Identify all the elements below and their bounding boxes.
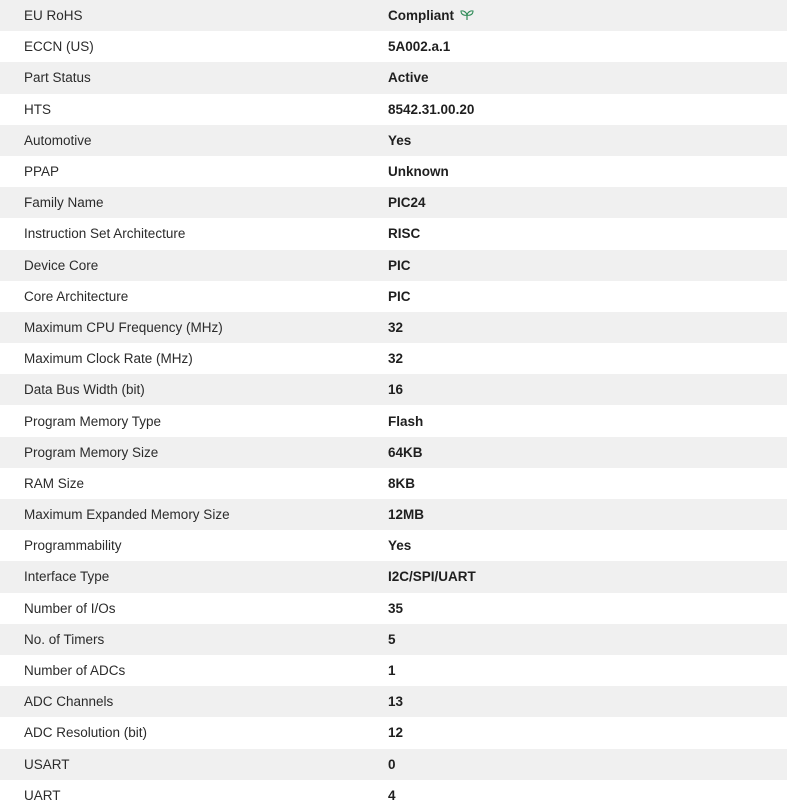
spec-row-adc-resolution xyxy=(0,717,787,748)
spec-row-programmability xyxy=(0,530,787,561)
spec-row-no-of-timers xyxy=(0,624,787,655)
spec-label: USART xyxy=(24,756,70,772)
spec-value: RISC xyxy=(388,226,421,242)
spec-value: PIC xyxy=(388,288,411,304)
spec-label: Programmability xyxy=(24,538,122,554)
spec-row-data-bus-width xyxy=(0,374,787,405)
spec-label: Device Core xyxy=(24,257,99,273)
spec-value-cell xyxy=(388,0,787,31)
spec-label: Instruction Set Architecture xyxy=(24,226,186,242)
spec-value: 64KB xyxy=(388,444,423,460)
spec-row-instruction-set-architecture xyxy=(0,218,787,249)
spec-value: 35 xyxy=(388,600,404,616)
spec-row-automotive xyxy=(0,125,787,156)
spec-row-usart xyxy=(0,749,787,780)
spec-row-core-architecture xyxy=(0,281,787,312)
spec-value: 12 xyxy=(388,725,404,741)
spec-value: Flash xyxy=(388,413,424,429)
spec-row-maximum-clock-rate xyxy=(0,343,787,374)
spec-value: 5A002.a.1 xyxy=(388,39,451,55)
spec-row-part-status xyxy=(0,62,787,93)
spec-value: 8542.31.00.20 xyxy=(388,101,475,117)
spec-label: PPAP xyxy=(24,164,60,180)
spec-row-number-of-ios xyxy=(0,593,787,624)
spec-value: 4 xyxy=(388,787,396,803)
spec-label: Maximum CPU Frequency (MHz) xyxy=(24,319,223,335)
spec-label: Interface Type xyxy=(24,569,110,585)
spec-label: Data Bus Width (bit) xyxy=(24,382,145,398)
spec-row-maximum-cpu-frequency xyxy=(0,312,787,343)
spec-value: Active xyxy=(388,70,429,86)
spec-value: Yes xyxy=(388,538,412,554)
spec-label: Program Memory Type xyxy=(24,413,162,429)
spec-row-ram-size xyxy=(0,468,787,499)
spec-label: ADC Resolution (bit) xyxy=(24,725,148,741)
spec-value: 16 xyxy=(388,382,404,398)
spec-row-hts xyxy=(0,94,787,125)
spec-label: RAM Size xyxy=(24,475,85,491)
spec-value: 0 xyxy=(388,756,396,772)
spec-label: Number of ADCs xyxy=(24,663,126,679)
spec-value: PIC24 xyxy=(388,195,426,211)
spec-value: 13 xyxy=(388,694,404,710)
spec-row-program-memory-type xyxy=(0,405,787,436)
spec-row-family-name xyxy=(0,187,787,218)
spec-value: 12MB xyxy=(388,507,425,523)
spec-label: UART xyxy=(24,787,61,803)
spec-value: Yes xyxy=(388,132,412,148)
spec-value: 32 xyxy=(388,319,404,335)
spec-label: HTS xyxy=(24,101,51,117)
spec-row-uart xyxy=(0,780,787,811)
spec-label: EU RoHS xyxy=(24,8,83,24)
spec-row-number-of-adcs xyxy=(0,655,787,686)
spec-label: No. of Timers xyxy=(24,631,105,647)
spec-value: 8KB xyxy=(388,475,416,491)
spec-label: Part Status xyxy=(24,70,91,86)
spec-row-adc-channels xyxy=(0,686,787,717)
spec-row-eu-rohs xyxy=(0,0,787,31)
spec-label: ADC Channels xyxy=(24,694,114,710)
spec-label: Program Memory Size xyxy=(24,444,159,460)
spec-row-interface-type xyxy=(0,561,787,592)
spec-value: I2C/SPI/UART xyxy=(388,569,476,585)
spec-label: Family Name xyxy=(24,195,104,211)
spec-value: 32 xyxy=(388,351,404,367)
spec-row-device-core xyxy=(0,250,787,281)
spec-label: Maximum Expanded Memory Size xyxy=(24,507,230,523)
spec-row-program-memory-size xyxy=(0,437,787,468)
spec-value: Unknown xyxy=(388,164,449,180)
spec-row-maximum-expanded-memory-size xyxy=(0,499,787,530)
spec-value: PIC xyxy=(388,257,411,273)
spec-row-eccn-us xyxy=(0,31,787,62)
spec-row-ppap xyxy=(0,156,787,187)
spec-label: Core Architecture xyxy=(24,288,129,304)
spec-label: ECCN (US) xyxy=(24,39,94,55)
spec-value: Compliant xyxy=(388,8,454,24)
spec-label: Number of I/Os xyxy=(24,600,116,616)
spec-label: Maximum Clock Rate (MHz) xyxy=(24,351,193,367)
spec-value: 5 xyxy=(388,631,396,647)
spec-value: 1 xyxy=(388,663,396,679)
leaf-icon xyxy=(460,9,474,21)
spec-label: Automotive xyxy=(24,132,92,148)
